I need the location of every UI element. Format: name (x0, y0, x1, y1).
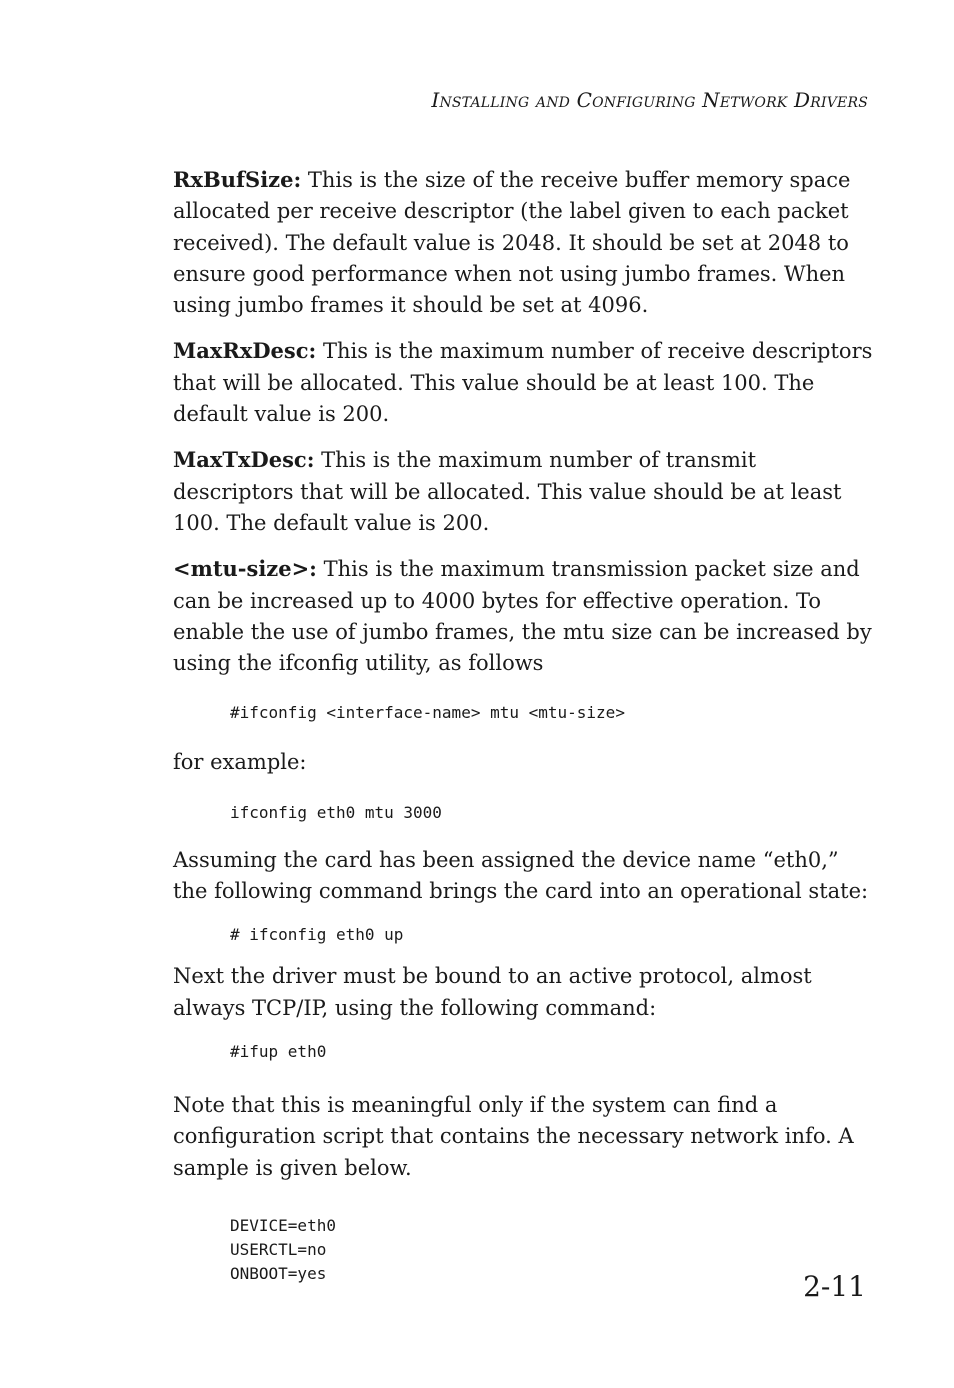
code-ifconfig-syntax: #ifconfig <interface-name> mtu <mtu-size> (230, 703, 625, 723)
paragraph-assuming: Assuming the card has been assigned the device name “eth0,” the following command brings the card into an operational state: (173, 847, 869, 904)
code-ifup: #ifup eth0 (230, 1041, 327, 1061)
running-head: Installing and Configuring Network Drivers (431, 88, 868, 112)
text-maxtxdesc: This is the maximum number of transmit descriptors that will be allocated. This value should be at least 100. The default value is 200. (173, 448, 842, 535)
term-rxbufsize: RxBufSize: (173, 167, 302, 192)
text-mtusize: This is the maximum transmission packet size and can be increased up to 4000 bytes for effective operation. To enable the use of jumbo frames, the mtu size can be increased by using the ifconfig utility, as follows (173, 557, 872, 676)
text-maxrxdesc: This is the maximum number of receive descriptors that will be allocated. This value should be at least 100. The default value is 200. (173, 339, 873, 427)
code-sample-line: DEVICE=eth0 (230, 1215, 336, 1235)
paragraph-note: Note that this is meaningful only if the system can find a configuration script that contains the necessary network info. A sample is given below. (173, 1092, 854, 1180)
text-rxbufsize: This is the size of the receive buffer memory space allocated per receive descriptor (the label given to each packet received). The default value is 2048. It should be set at 2048 to ensure good performance when not using jumbo frames. When using jumbo frames it should be set at 4096. (173, 168, 851, 318)
term-mtusize: <mtu-size>: (173, 556, 317, 582)
code-ifconfig-up: # ifconfig eth0 up (230, 925, 404, 945)
paragraph-next-driver: Next the driver must be bound to an active protocol, almost always TCP/IP, using the following command: (173, 964, 812, 1020)
code-sample-line: ONBOOT=yes (230, 1263, 327, 1283)
page-number: 2-11 (803, 1270, 866, 1303)
paragraph-maxrxdesc (173, 335, 873, 430)
paragraph-maxtxdesc (173, 444, 873, 539)
term-maxtxdesc: MaxTxDesc: (173, 447, 315, 473)
code-sample-config (230, 1214, 873, 1286)
term-maxrxdesc: MaxRxDesc: (173, 338, 317, 364)
paragraph-rxbufsize (173, 164, 873, 321)
code-sample-line: USERCTL=no (230, 1239, 327, 1259)
paragraph-for-example: for example: (173, 750, 307, 775)
page-body (173, 164, 873, 1286)
code-ifconfig-example: ifconfig eth0 mtu 3000 (230, 802, 442, 822)
paragraph-mtusize (173, 553, 873, 679)
